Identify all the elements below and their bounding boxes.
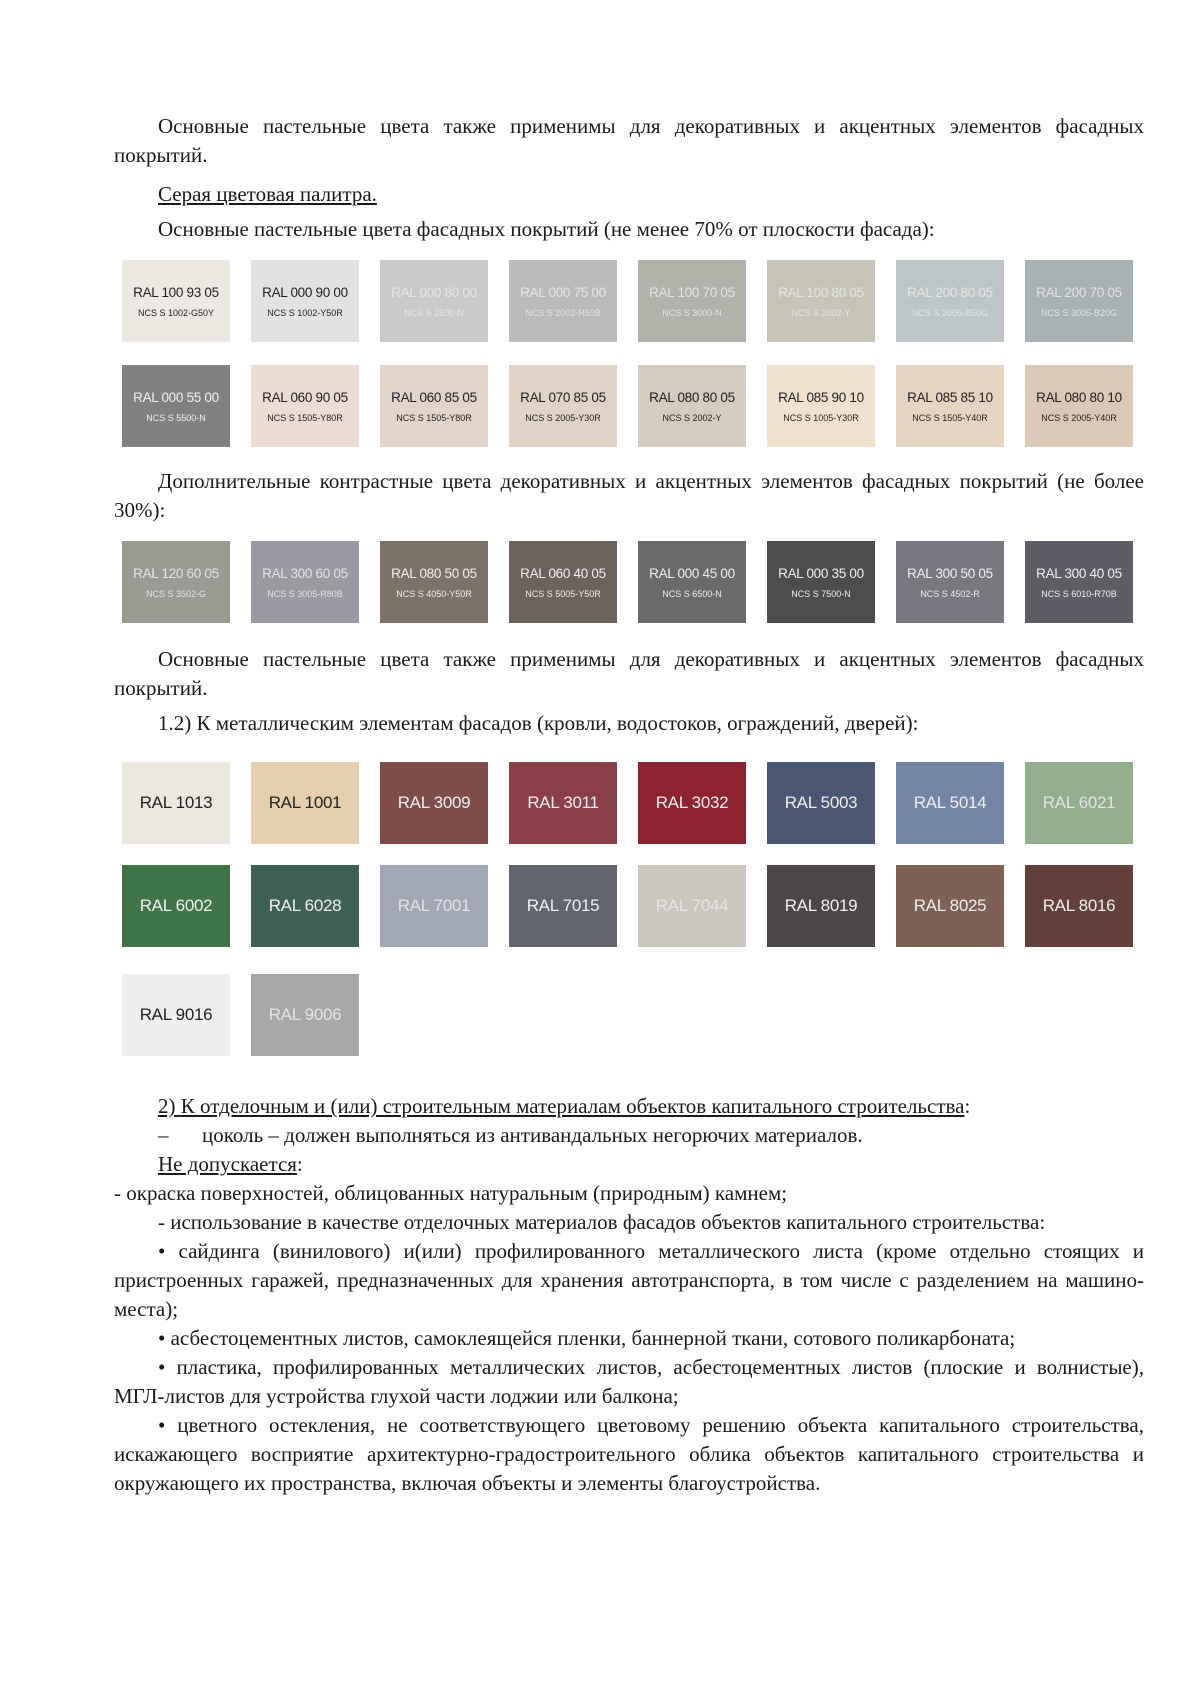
color-swatch bbox=[122, 260, 230, 342]
color-swatch bbox=[251, 541, 359, 623]
swatch-ral-code: RAL 7015 bbox=[526, 896, 600, 915]
swatch-ral-code: RAL 3032 bbox=[655, 793, 729, 812]
list-item-finishing: - использование в качестве отделочных материалов фасадов объектов капитального строительства: bbox=[158, 1210, 1046, 1234]
swatch-ncs-code: NCS S 5500-N bbox=[146, 412, 206, 423]
swatch-ral-code: RAL 7044 bbox=[655, 896, 729, 915]
color-swatch bbox=[638, 260, 746, 342]
swatch-ral-code: RAL 060 85 05 bbox=[391, 389, 477, 405]
swatch-ral-code: RAL 000 75 00 bbox=[520, 284, 606, 300]
list-item-plinth: – цоколь – должен выполняться из антивандальных негорючих материалов. bbox=[158, 1123, 863, 1147]
color-swatch bbox=[380, 260, 488, 342]
color-swatch bbox=[122, 974, 230, 1056]
swatch-ral-code: RAL 060 40 05 bbox=[520, 565, 606, 581]
color-swatch bbox=[509, 541, 617, 623]
swatch-ral-code: RAL 085 85 10 bbox=[907, 389, 993, 405]
color-swatch bbox=[896, 260, 1004, 342]
color-swatch bbox=[767, 365, 875, 447]
color-swatch bbox=[122, 865, 230, 947]
swatch-ral-code: RAL 100 80 05 bbox=[778, 284, 864, 300]
swatch-ral-code: RAL 6028 bbox=[268, 896, 342, 915]
swatch-ral-code: RAL 080 50 05 bbox=[391, 565, 477, 581]
color-swatch bbox=[380, 865, 488, 947]
color-swatch bbox=[896, 762, 1004, 844]
color-swatch bbox=[767, 762, 875, 844]
palette-main-pastel bbox=[122, 260, 1144, 447]
section-heading-gray-palette bbox=[114, 180, 1144, 209]
color-swatch bbox=[380, 541, 488, 623]
color-swatch bbox=[509, 365, 617, 447]
swatch-ral-code: RAL 6002 bbox=[139, 896, 213, 915]
color-swatch bbox=[638, 762, 746, 844]
swatch-ral-code: RAL 200 80 05 bbox=[907, 284, 993, 300]
swatch-ncs-code: NCS S 2005-B50G bbox=[911, 307, 989, 318]
swatch-ncs-code: NCS S 3000-N bbox=[662, 307, 722, 318]
color-swatch bbox=[638, 865, 746, 947]
swatch-ral-code: RAL 5014 bbox=[913, 793, 987, 812]
bullet-siding: • сайдинга (винилового) и(или) профилированного металлического листа (кроме отдельно стоящих и пристроенных гаражей, предназначенных для хранения автотранспорта, в том числе с разделением на машино-места); bbox=[114, 1239, 1144, 1321]
color-swatch bbox=[380, 365, 488, 447]
swatch-ncs-code: NCS S 2500-N bbox=[404, 307, 464, 318]
color-swatch bbox=[896, 365, 1004, 447]
swatch-ral-code: RAL 085 90 10 bbox=[778, 389, 864, 405]
color-swatch bbox=[1025, 260, 1133, 342]
paragraph-intro: Основные пастельные цвета также применимы для декоративных и акцентных элементов фасадных покрытий. bbox=[114, 114, 1144, 167]
swatch-ncs-code: NCS S 3005-R80B bbox=[267, 588, 343, 599]
swatch-ral-code: RAL 3011 bbox=[527, 793, 599, 812]
swatch-ncs-code: NCS S 4050-Y50R bbox=[396, 588, 472, 599]
swatch-ncs-code: NCS S 1505-Y80R bbox=[267, 412, 343, 423]
swatch-ral-code: RAL 300 60 05 bbox=[262, 565, 348, 581]
color-swatch bbox=[509, 865, 617, 947]
paragraph-contrast-colors: Дополнительные контрастные цвета декоративных и акцентных элементов фасадных покрытий (не более 30%): bbox=[114, 469, 1144, 522]
color-swatch bbox=[638, 541, 746, 623]
swatch-ral-code: RAL 8019 bbox=[784, 896, 858, 915]
color-swatch bbox=[767, 260, 875, 342]
swatch-ral-code: RAL 000 35 00 bbox=[778, 565, 864, 581]
swatch-ncs-code: NCS S 5005-Y50R bbox=[525, 588, 601, 599]
color-swatch bbox=[251, 260, 359, 342]
color-swatch bbox=[251, 365, 359, 447]
swatch-ral-code: RAL 060 90 05 bbox=[262, 389, 348, 405]
color-swatch bbox=[1025, 865, 1133, 947]
swatch-ral-code: RAL 000 80 00 bbox=[391, 284, 477, 300]
bullet-glazing: • цветного остекления, не соответствующего цветовому решению объекта капитального строительства, искажающего восприятие архитектурно-градостроительного облика объектов капитального строительства и окружающего их пространства, включая объекты и элементы благоустройства. bbox=[114, 1413, 1144, 1495]
swatch-ral-code: RAL 9016 bbox=[139, 1005, 213, 1024]
swatch-ral-code: RAL 080 80 05 bbox=[649, 389, 735, 405]
color-swatch bbox=[122, 762, 230, 844]
swatch-ncs-code: NCS S 1002-G50Y bbox=[137, 307, 215, 318]
color-swatch bbox=[896, 865, 1004, 947]
color-swatch bbox=[509, 762, 617, 844]
paragraph-metal-elements: 1.2) К металлическим элементам фасадов (кровли, водостоков, ограждений, дверей): bbox=[158, 711, 919, 735]
swatch-ncs-code: NCS S 2005-Y40R bbox=[1041, 412, 1117, 423]
bullet-plastic: • пластика, профилированных металлических листов, асбестоцементных листов (плоские и волнистые), МГЛ-листов для устройства глухой части лоджии или балкона; bbox=[114, 1355, 1144, 1408]
swatch-ral-code: RAL 1013 bbox=[139, 793, 213, 812]
list-item-painting: - окраска поверхностей, облицованных натуральным (природным) камнем; bbox=[114, 1181, 788, 1205]
swatch-ncs-code: NCS S 1505-Y80R bbox=[396, 412, 472, 423]
swatch-ral-code: RAL 000 90 00 bbox=[262, 284, 348, 300]
palette-contrast bbox=[122, 541, 1144, 623]
swatch-ral-code: RAL 200 70 05 bbox=[1036, 284, 1122, 300]
swatch-ral-code: RAL 080 80 10 bbox=[1036, 389, 1122, 405]
swatch-ncs-code: NCS S 2002-Y bbox=[662, 412, 722, 423]
color-swatch bbox=[638, 365, 746, 447]
color-swatch bbox=[251, 865, 359, 947]
swatch-ral-code: RAL 100 70 05 bbox=[649, 284, 735, 300]
swatch-ral-code: RAL 3009 bbox=[397, 793, 471, 812]
swatch-ral-code: RAL 5003 bbox=[784, 793, 858, 812]
swatch-ral-code: RAL 000 55 00 bbox=[133, 389, 219, 405]
color-swatch bbox=[1025, 541, 1133, 623]
swatch-ral-code: RAL 9006 bbox=[268, 1005, 342, 1024]
swatch-ral-code: RAL 6021 bbox=[1042, 793, 1116, 812]
swatch-ncs-code: NCS S 3502-G bbox=[145, 588, 207, 599]
color-swatch bbox=[896, 541, 1004, 623]
section-number: 2) bbox=[158, 1094, 176, 1118]
swatch-ncs-code: NCS S 6010-R70B bbox=[1041, 588, 1117, 599]
swatch-ncs-code: NCS S 6500-N bbox=[662, 588, 722, 599]
swatch-ral-code: RAL 070 85 05 bbox=[520, 389, 606, 405]
palette-metal bbox=[122, 762, 1144, 1056]
swatch-ral-code: RAL 120 60 05 bbox=[133, 565, 219, 581]
color-swatch bbox=[509, 260, 617, 342]
materials-title: К отделочным и (или) строительным материалам объектов капитального строительства bbox=[180, 1094, 965, 1118]
color-swatch bbox=[380, 762, 488, 844]
color-swatch bbox=[1025, 762, 1133, 844]
color-swatch bbox=[1025, 365, 1133, 447]
swatch-ral-code: RAL 1001 bbox=[268, 793, 342, 812]
color-swatch bbox=[251, 762, 359, 844]
swatch-ncs-code: NCS S 3005-B20G bbox=[1040, 307, 1118, 318]
swatch-ncs-code: NCS S 1002-Y50R bbox=[267, 307, 343, 318]
document-page bbox=[114, 112, 1144, 1498]
bullet-asbestos: • асбестоцементных листов, самоклеящейся пленки, баннерной ткани, сотового поликарбоната; bbox=[158, 1326, 1016, 1350]
color-swatch bbox=[767, 541, 875, 623]
color-swatch bbox=[122, 541, 230, 623]
swatch-ral-code: RAL 8025 bbox=[913, 896, 987, 915]
swatch-ral-code: RAL 000 45 00 bbox=[649, 565, 735, 581]
heading-not-allowed: Не допускается: bbox=[158, 1152, 303, 1176]
swatch-ral-code: RAL 300 50 05 bbox=[907, 565, 993, 581]
color-swatch bbox=[767, 865, 875, 947]
swatch-ncs-code: NCS S 2002-R50B bbox=[525, 307, 601, 318]
swatch-ncs-code: NCS S 4502-R bbox=[920, 588, 980, 599]
swatch-ral-code: RAL 300 40 05 bbox=[1036, 565, 1122, 581]
section-heading-materials: 2) К отделочным и (или) строительным материалам объектов капитального строительства: bbox=[158, 1094, 971, 1118]
swatch-ncs-code: NCS S 1505-Y40R bbox=[912, 412, 988, 423]
swatch-ral-code: RAL 100 93 05 bbox=[133, 284, 219, 300]
swatch-ral-code: RAL 7001 bbox=[397, 896, 471, 915]
paragraph-pastel-applicable: Основные пастельные цвета также применимы для декоративных и акцентных элементов фасадных покрытий. bbox=[114, 647, 1144, 700]
color-swatch bbox=[251, 974, 359, 1056]
swatch-ncs-code: NCS S 7500-N bbox=[791, 588, 851, 599]
swatch-ral-code: RAL 8016 bbox=[1042, 896, 1116, 915]
paragraph-main-colors: Основные пастельные цвета фасадных покрытий (не менее 70% от плоскости фасада): bbox=[158, 217, 935, 241]
color-swatch bbox=[122, 365, 230, 447]
swatch-ncs-code: NCS S 1005-Y30R bbox=[783, 412, 859, 423]
swatch-ncs-code: NCS S 2002-Y bbox=[791, 307, 851, 318]
gray-palette-title: Серая цветовая палитра. bbox=[158, 182, 377, 206]
swatch-ncs-code: NCS S 2005-Y30R bbox=[525, 412, 601, 423]
